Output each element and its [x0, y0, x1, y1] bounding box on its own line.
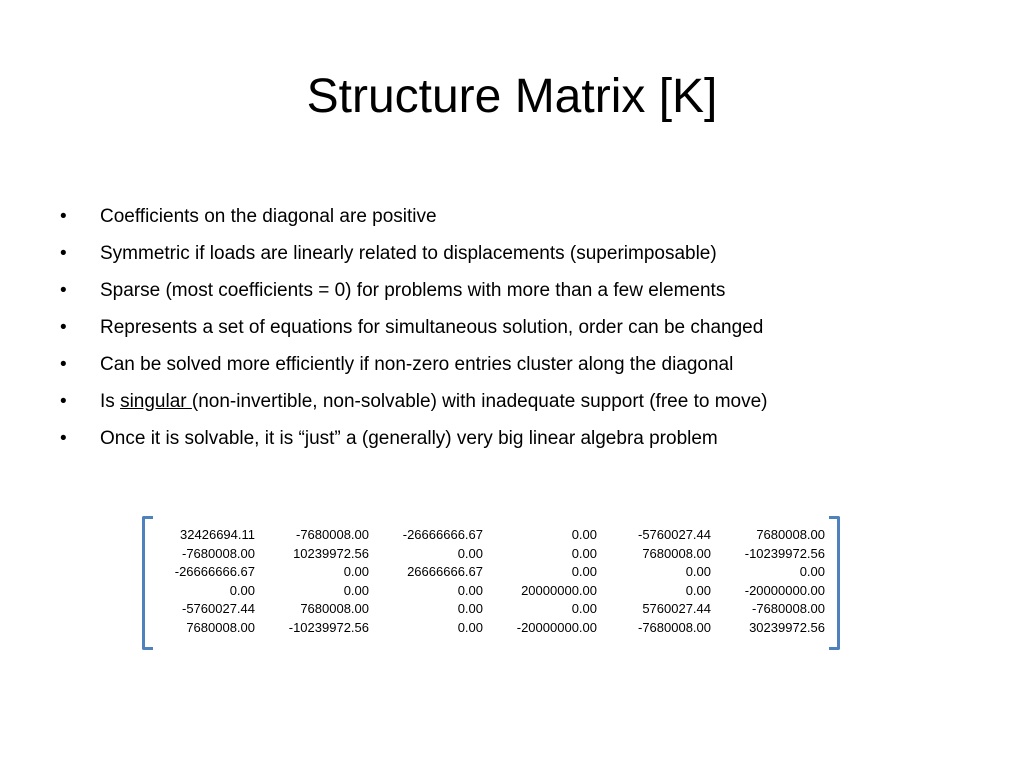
matrix-cell: -7680008.00	[637, 619, 711, 635]
matrix-cell: 30239972.56	[749, 619, 825, 635]
bullet-marker: •	[60, 354, 67, 375]
matrix-cell: -7680008.00	[751, 601, 825, 616]
matrix-cell: 0.00	[571, 601, 597, 616]
matrix-cell: 5760027.44	[642, 601, 711, 616]
matrix-cell: 0.00	[685, 564, 711, 579]
matrix-cell: 0.00	[457, 582, 483, 598]
bullet-text: Coefficients on the diagonal are positive	[100, 206, 437, 227]
matrix-cell: 0.00	[685, 582, 711, 598]
matrix-cell: 0.00	[229, 582, 255, 598]
bullet-item-singular	[58, 385, 998, 422]
bullet-marker: •	[60, 428, 67, 449]
bullet-list	[58, 200, 998, 459]
matrix-cell: -7680008.00	[295, 527, 369, 542]
matrix-cell: -7680008.00	[181, 545, 255, 561]
matrix-cell: 0.00	[343, 582, 369, 598]
matrix-cell: -26666666.67	[174, 564, 255, 579]
bullet-item	[58, 274, 998, 311]
matrix-cell: 10239972.56	[293, 545, 369, 561]
bullet-item	[58, 200, 998, 237]
matrix-cell: -20000000.00	[744, 582, 825, 598]
bullet-marker: •	[60, 391, 67, 412]
matrix-cell: 0.00	[457, 545, 483, 561]
bullet-item	[58, 422, 998, 459]
matrix-cell: -26666666.67	[402, 527, 483, 542]
matrix-cell: 0.00	[571, 564, 597, 579]
singular-term: singular	[120, 391, 192, 412]
matrix-row	[148, 619, 825, 638]
bullet-text: Once it is solvable, it is “just” a (generally) very big linear algebra problem	[100, 428, 718, 449]
matrix-cell: 0.00	[799, 564, 825, 579]
matrix-cell: -10239972.56	[288, 619, 369, 635]
bullet-text-prefix: Is	[100, 391, 121, 412]
matrix-table	[148, 526, 825, 637]
matrix-cell: 0.00	[571, 545, 597, 561]
slide-title: Structure Matrix [K]	[306, 70, 718, 123]
matrix-body	[148, 526, 825, 637]
matrix-cell: 26666666.67	[407, 564, 483, 579]
matrix-cell: 7680008.00	[186, 619, 255, 635]
matrix-row	[148, 545, 825, 564]
matrix-row	[148, 582, 825, 601]
matrix-cell: 0.00	[457, 619, 483, 635]
bullet-marker: •	[60, 243, 67, 264]
matrix-cell: -5760027.44	[181, 601, 255, 616]
matrix-row	[148, 563, 825, 582]
matrix-cell: 7680008.00	[642, 545, 711, 561]
matrix-row	[148, 600, 825, 619]
matrix-right-bracket	[829, 516, 840, 650]
bullet-item	[58, 311, 998, 348]
bullet-item	[58, 348, 998, 385]
matrix-cell: -20000000.00	[516, 619, 597, 635]
bullet-marker: •	[60, 317, 67, 338]
stiffness-matrix	[140, 516, 842, 654]
bullet-marker: •	[60, 280, 67, 301]
matrix-cell: 32426694.11	[180, 527, 255, 542]
matrix-row	[148, 526, 825, 545]
bullet-text: Represents a set of equations for simultaneous solution, order can be changed	[100, 317, 764, 338]
bullet-text: Can be solved more efficiently if non-zero entries cluster along the diagonal	[100, 354, 734, 375]
bullet-text-suffix: (non-invertible, non-solvable) with inadequate support (free to move)	[191, 391, 768, 412]
matrix-cell: 0.00	[571, 527, 597, 542]
bullet-marker: •	[60, 206, 67, 227]
matrix-cell: 0.00	[457, 601, 483, 616]
bullet-text: Sparse (most coefficients = 0) for problems with more than a few elements	[100, 280, 726, 301]
matrix-cell: -5760027.44	[637, 527, 711, 542]
matrix-cell: 7680008.00	[300, 601, 369, 616]
matrix-cell: -10239972.56	[744, 545, 825, 561]
bullet-text: Symmetric if loads are linearly related to displacements (superimposable)	[100, 243, 717, 264]
matrix-cell: 7680008.00	[756, 527, 825, 542]
bullet-item	[58, 237, 998, 274]
matrix-cell: 20000000.00	[521, 582, 597, 598]
matrix-cell: 0.00	[343, 564, 369, 579]
